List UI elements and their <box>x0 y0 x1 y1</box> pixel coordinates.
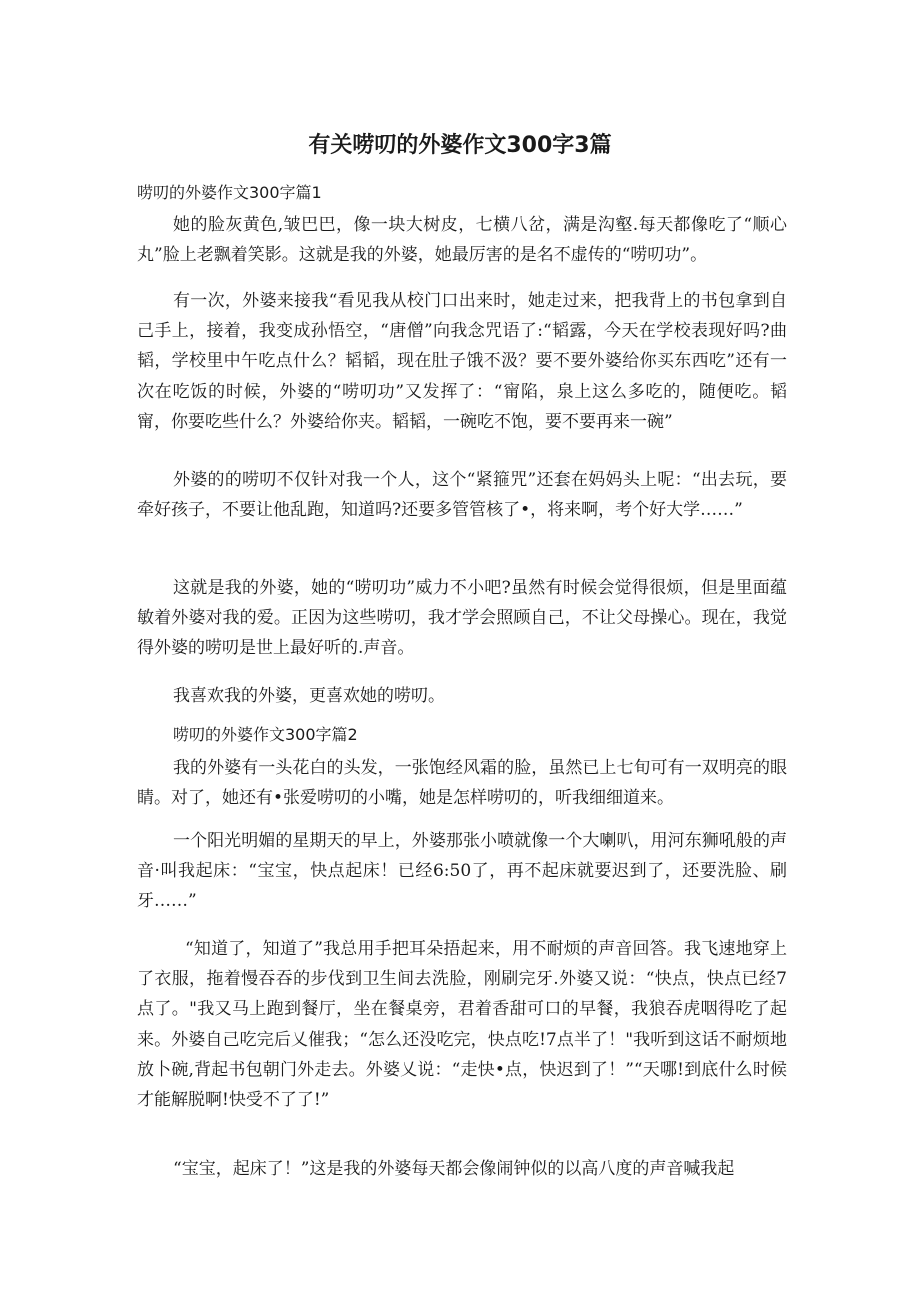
section2-paragraph-3: “知道了，知道了”我总用手把耳朵捂起来，用不耐烦的声音回答。我飞速地穿上了衣服，拖着慢吞吞的步伐到卫生间去洗脸，刚刷完牙.外婆又说：“快点，快点已经7点了。"我又马上跑到餐厅，坐在餐桌旁，君着香甜可口的早餐，我狼吞虎咽得吃了起来。外婆自己吃完后乂催我；“怎么还没吃完，快点吃!7点半了！"我听到这话不耐烦地放卜碗,背起书包朝门外走去。外婆乂说：“走快•点，快迟到了！”“天哪!到底什么时候才能解脱啊!快受不了了!” <box>137 939 787 1111</box>
section1-paragraph-2: 有一次，外婆来接我“看见我从校门口出来时，她走过来，把我背上的书包拿到自己手上，接着，我变成孙悟空，“唐僧”向我念咒语了:“韬露，今天在学校表现好吗?曲韬，学校里中午吃点什么？韬韬，现在肚子饿不汲？要不要外婆给你买东西吃”还有一次在吃饭的时候，外婆的“唠叨功”又发挥了：“甯陷，泉上这么多吃的，随便吃。韬甯，你要吃些什么？外婆给你夹。韬韬，一碗吃不饱，要不要再来一碗” <box>137 291 787 432</box>
section2-paragraph-1: 我的外婆有一头花白的头发，一张饱经风霜的脸，虽然已上七旬可有一双明亮的眼睛。对了，她还有•张爱唠叨的小嘴，她是怎样唠叨的，听我细细道来。 <box>137 758 787 809</box>
section1-paragraph-1: 她的脸灰黄色,皱巴巴，像一块大树皮，七横八岔，满是沟壑.每天都像吃了“顺心丸”脸上老飘着笑影。这就是我的外婆，她最厉害的是名不虚传的“唠叨功”。 <box>137 215 787 266</box>
document-title: 有关唠叨的外婆作文300字3篇 <box>308 133 612 158</box>
section1-heading: 唠叨的外婆作文300字篇1 <box>137 183 322 202</box>
section1-paragraph-3: 外婆的的唠叨不仅针对我一个人，这个“紧箍咒”还套在妈妈头上呢：“出去玩，要牵好孩子，不要让他乱跑，知道吗?还要多管管核了•，将来啊，考个好大学……” <box>137 470 787 521</box>
section2-paragraph-4: “宝宝，起床了！”这是我的外婆每天都会像闹钟似的以高八度的声音喊我起 <box>173 1159 735 1179</box>
section1-paragraph-5: 我喜欢我的外婆，更喜欢她的唠叨。 <box>173 686 445 706</box>
section2-paragraph-2: 一个阳光明媚的星期天的早上，外婆那张小喷就像一个大喇叭，用河东狮吼般的声音·叫我起床：“宝宝，快点起床！已经6:50了，再不起床就要迟到了，还要洗脸、刷牙……” <box>137 831 787 912</box>
section1-paragraph-4: 这就是我的外婆，她的“唠叨功”威力不小吧?虽然有时候会觉得很烦，但是里面蕴敏着外婆对我的爱。正因为这些唠叨，我才学会照顾自己，不让父母操心。现在，我觉得外婆的唠叨是世上最好听的.声音。 <box>137 578 787 659</box>
section2-heading: 唠叨的外婆作文300字篇2 <box>173 725 358 744</box>
